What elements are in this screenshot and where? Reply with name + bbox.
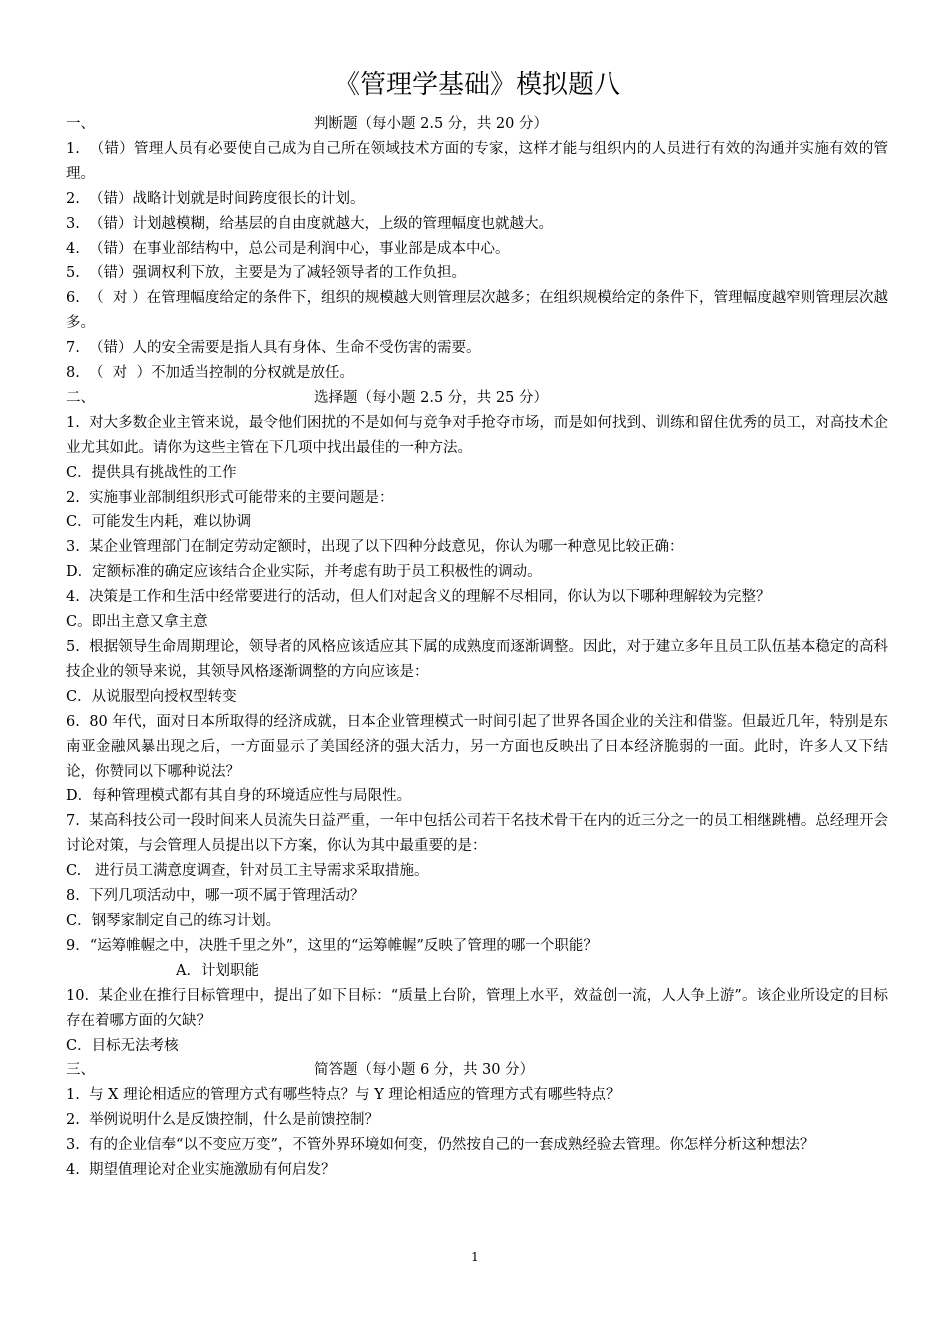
answer-line: D．定额标准的确定应该结合企业实际，并考虑有助于员工积极性的调动。	[66, 564, 542, 581]
question-line: 5. （错）强调权利下放，主要是为了减轻领导者的工作负担。	[66, 265, 467, 282]
question-line: 7. （错）人的安全需要是指人具有身体、生命不受伤害的需要。	[66, 340, 481, 357]
question-line: 3. 有的企业信奉“以不变应万变”，不管外界环境如何变，仍然按自己的一套成熟经验去管理。你怎样分析这种想法？	[66, 1137, 815, 1154]
question-line: 3. 某企业管理部门在制定劳动定额时，出现了以下四种分歧意见，你认为哪一种意见比较正确：	[66, 539, 684, 556]
section-heading-judgement	[66, 112, 888, 137]
section-number: 二、	[66, 389, 95, 406]
answer-line: C．从说服型向授权型转变	[66, 688, 237, 705]
section-title: 简答题（每小题 6 分，共 30 分）	[314, 1062, 535, 1079]
answer-line: C．提供具有挑战性的工作	[66, 464, 237, 481]
question-line: 2. （错）战略计划就是时间跨度很长的计划。	[66, 190, 365, 207]
answer-line: D．每种管理模式都有其自身的环境适应性与局限性。	[66, 788, 412, 805]
page-number: 1	[471, 1250, 479, 1264]
answer-line: C．目标无法考核	[66, 1037, 179, 1054]
question-line: 6. （ 对 ）在管理幅度给定的条件下，组织的规模越大则管理层次越多；在组织规模给定的条件下，管理幅度越窄则管理层次越多。	[66, 290, 888, 332]
section-number: 一、	[66, 116, 95, 132]
answer-line: C．可能发生内耗，难以协调	[66, 514, 252, 531]
answer-line: A．计划职能	[176, 962, 259, 979]
question-line: 9．“运筹帷幄之中，决胜千里之外”，这里的“运筹帷幄”反映了管理的哪一个职能？	[66, 937, 598, 954]
question-line: 6. 80 年代，面对日本所取得的经济成就，日本企业管理模式一时间引起了世界各国企业的关注和借鉴。但最近几年，特别是东南亚金融风暴出现之后，一方面显示了美国经济的强大活力，另一方面也反映出了日本经济脆弱的一面。此时，许多人又下结论，你赞同以下哪种说法？	[66, 713, 888, 780]
question-line: 10. 某企业在推行目标管理中，提出了如下目标：“质量上台阶，管理上水平，效益创一流，人人争上游”。该企业所设定的目标存在着哪方面的欠缺？	[66, 987, 888, 1029]
question-line: 5. 根据领导生命周期理论，领导者的风格应该适应其下属的成熟度而逐渐调整。因此，对于建立多年且员工队伍基本稳定的高科技企业的领导来说，其领导风格逐渐调整的方向应该是：	[66, 639, 888, 680]
question-line: 2. 实施事业部制组织形式可能带来的主要问题是：	[66, 489, 394, 506]
question-line: 8. 下列几项活动中，哪一项不属于管理活动？	[66, 888, 365, 905]
question-line: 7. 某高科技公司一段时间来人员流失日益严重，一年中包括公司若干名技术骨干在内的近三分之一的员工相继跳槽。总经理开会讨论对策，与会管理人员提出以下方案，你认为其中最重要的是：	[66, 813, 888, 855]
question-line: 1. 对大多数企业主管来说，最令他们困扰的不是如何与竞争对手抢夺市场，而是如何找到、训练和留住优秀的员工，对高技术企业尤其如此。请你为这些主管在下几项中找出最佳的一种方法。	[66, 414, 888, 456]
section-heading-short-answer	[66, 1058, 888, 1083]
answer-line: C. 进行员工满意度调查，针对员工主导需求采取措施。	[66, 863, 429, 880]
answer-line: C．钢琴家制定自己的练习计划。	[66, 912, 281, 929]
question-line: 4. 期望值理论对企业实施激励有何启发？	[66, 1162, 336, 1179]
question-line: 2. 举例说明什么是反馈控制，什么是前馈控制？	[66, 1112, 380, 1129]
question-line: 4. 决策是工作和生活中经常要进行的活动，但人们对起含义的理解不尽相同，你认为以下哪种理解较为完整？	[66, 589, 771, 606]
answer-line: C。即出主意又拿主意	[66, 614, 208, 631]
question-line: 1. 与 X 理论相适应的管理方式有哪些特点？与 Y 理论相适应的管理方式有哪些特点？	[66, 1087, 621, 1104]
section-number: 三、	[66, 1062, 95, 1079]
section-title: 判断题（每小题 2.5 分，共 20 分）	[314, 116, 548, 132]
question-line: 8. （ 对 ）不加适当控制的分权就是放任。	[66, 365, 354, 382]
section-title: 选择题（每小题 2.5 分，共 25 分）	[314, 389, 548, 406]
question-line: 4. （错）在事业部结构中，总公司是利润中心，事业部是成本中心。	[66, 240, 510, 257]
document-title: 《管理学基础》模拟题八	[333, 70, 620, 100]
section-heading-choice	[66, 386, 888, 411]
question-line: 3. （错）计划越模糊，给基层的自由度就越大，上级的管理幅度也就越大。	[66, 215, 554, 232]
question-line: 1. （错）管理人员有必要使自己成为自己所在领域技术方面的专家，这样才能与组织内的人员进行有效的沟通并实施有效的管理。	[66, 140, 888, 182]
document-page	[66, 66, 888, 1183]
